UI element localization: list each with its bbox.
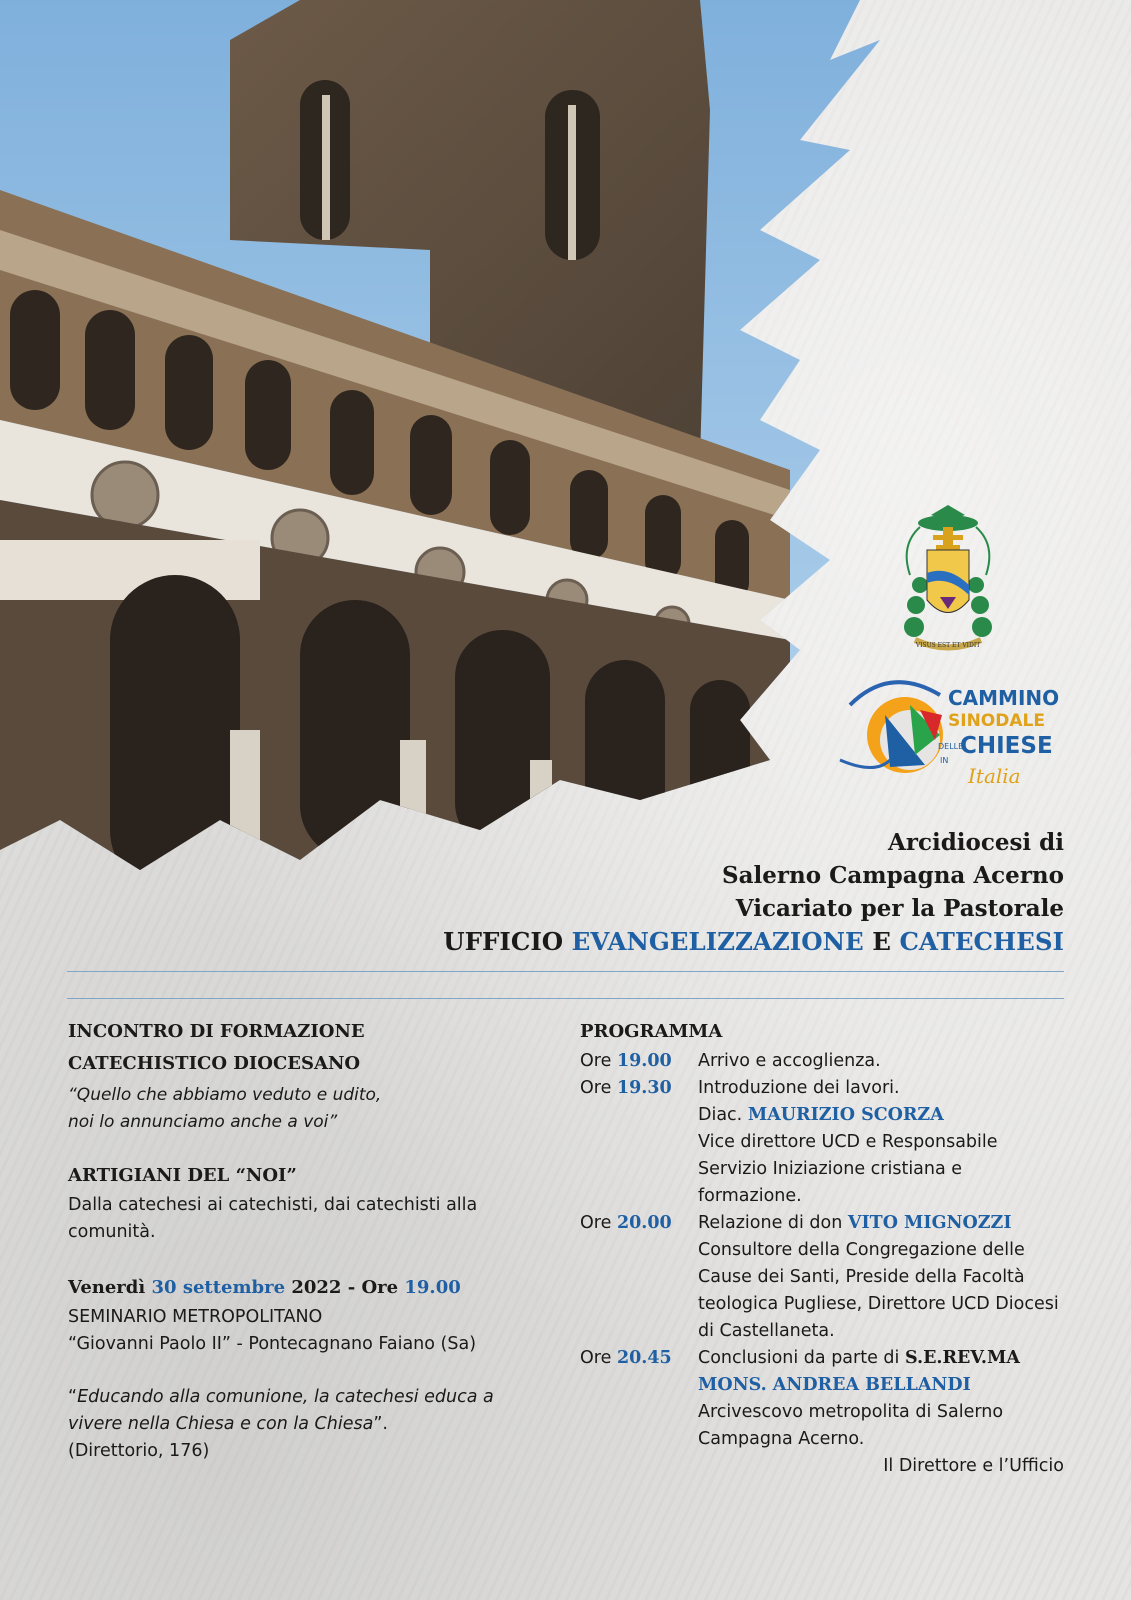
event-quote-line-2: noi lo annunciamo anche a voi” — [68, 1112, 338, 1132]
svg-text:DELLE: DELLE — [938, 742, 964, 751]
venue-line-2: “Giovanni Paolo II” - Pontecagnano Faiano (Sa) — [68, 1334, 477, 1354]
heading-line-1: Arcidiocesi di — [887, 829, 1064, 856]
event-info-column — [68, 1016, 548, 1465]
venue-line-1: SEMINARIO METROPOLITANO — [68, 1307, 323, 1327]
event-title-line-2: CATECHISTICO DIOCESANO — [68, 1053, 361, 1074]
closing-quote-source: (Direttorio, 176) — [68, 1441, 210, 1461]
cammino-sinodale-logo-icon — [840, 682, 1059, 788]
divider-bottom — [67, 998, 1064, 999]
program-title: PROGRAMMA — [580, 1021, 723, 1042]
svg-text:CAMMINO: CAMMINO — [948, 686, 1060, 710]
heading-line-2: Salerno Campagna Acerno — [722, 862, 1064, 889]
heading-line-3: Vicariato per la Pastorale — [735, 895, 1064, 922]
event-quote-line-1: “Quello che abbiamo veduto e udito, — [68, 1085, 382, 1105]
program-column — [580, 1016, 1070, 1480]
svg-text:CHIESE: CHIESE — [960, 733, 1053, 759]
divider-top — [67, 971, 1064, 972]
svg-text:IN: IN — [940, 756, 949, 765]
coat-of-arms-icon — [904, 505, 992, 649]
event-date: Venerdì 30 settembre 2022 - Ore 19.00 — [68, 1277, 461, 1298]
program-item: Ore 19.00 Arrivo e accoglienza. — [580, 1051, 881, 1071]
event-subtitle-text: Dalla catechesi ai catechisti, dai catechisti alla comunità. — [68, 1195, 478, 1242]
event-title-line-1: INCONTRO DI FORMAZIONE — [68, 1021, 365, 1042]
program-item: Ore 19.30 Introduzione dei lavori. Diac. MAURIZIO SCORZA Vice direttore UCD e Responsabile Servizio Iniziazione cristiana e formazione. — [580, 1078, 998, 1206]
organizer-heading — [443, 826, 1064, 958]
svg-text:SINODALE: SINODALE — [948, 711, 1045, 731]
coat-of-arms-motto: VISUS EST ET VIDIT — [915, 642, 981, 649]
event-subtitle: ARTIGIANI DEL “NOI” — [68, 1165, 297, 1186]
speaker-name: MAURIZIO SCORZA — [747, 1105, 944, 1125]
signature: Il Direttore e l’Ufficio — [883, 1456, 1064, 1476]
speaker-name: VITO MIGNOZZI — [847, 1213, 1012, 1233]
svg-text:Italia: Italia — [968, 764, 1021, 788]
crests-logos — [830, 505, 1065, 815]
program-item: Ore 20.45 Conclusioni da parte di S.E.REV.MA MONS. ANDREA BELLANDI Arcivescovo metropolita di Salerno Campagna Acerno. — [580, 1345, 1070, 1453]
closing-quote: “Educando alla comunione, la catechesi educa a vivere nella Chiesa e con la Chiesa”. — [68, 1387, 494, 1434]
program-item: Ore 20.00 Relazione di don VITO MIGNOZZI Consultore della Congregazione delle Cause dei Santi, Preside della Facoltà teologica Pugliese, Direttore UCD Diocesi di Castellaneta. — [580, 1213, 1059, 1341]
office-title: UFFICIO EVANGELIZZAZIONE E CATECHESI — [443, 927, 1064, 956]
speaker-name: MONS. ANDREA BELLANDI — [698, 1375, 971, 1395]
